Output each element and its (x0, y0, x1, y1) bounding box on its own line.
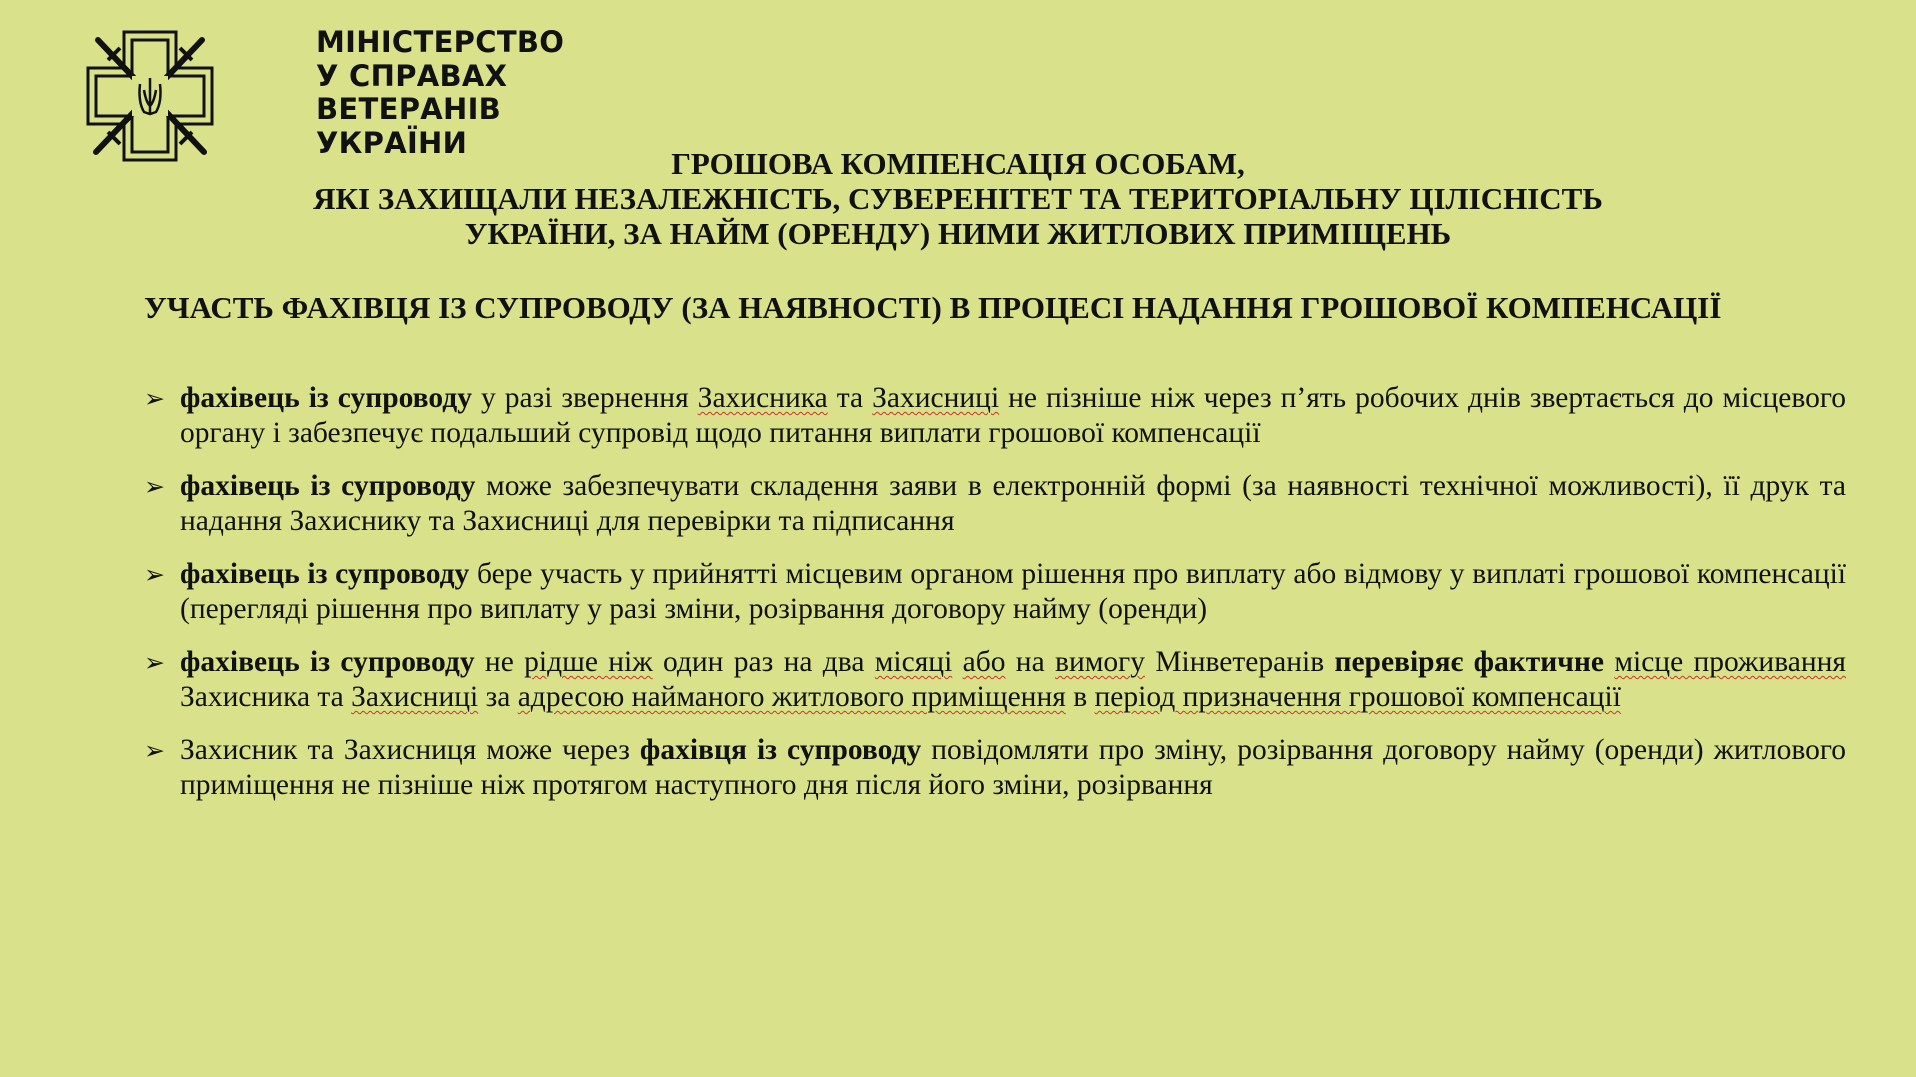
title-line: ГРОШОВА КОМПЕНСАЦІЯ ОСОБАМ, (671, 146, 1245, 181)
bullet-list (144, 381, 1846, 821)
item-text: за (478, 681, 518, 713)
ministry-name-line: МІНІСТЕРСТВО (316, 25, 565, 59)
item-bold: фахівець із супроводу (180, 382, 472, 414)
title-line: УКРАЇНИ, ЗА НАЙМ (ОРЕНДУ) НИМИ ЖИТЛОВИХ ПРИМІЩЕНЬ (464, 216, 1452, 251)
item-text (1604, 646, 1614, 678)
item-text-underlined: вимогу (1055, 646, 1145, 678)
item-text-underlined: або (962, 646, 1006, 678)
item-text-underlined: рідше ніж (524, 646, 653, 678)
item-text-underlined: Захисниці (872, 382, 1000, 414)
title-line: ЯКІ ЗАХИЩАЛИ НЕЗАЛЕЖНІСТЬ, СУВЕРЕНІТЕТ ТА ТЕРИТОРІАЛЬНУ ЦІЛІСНІСТЬ (313, 181, 1603, 216)
list-item (144, 557, 1846, 627)
item-text: може забезпечувати складення заяви в електронній формі (за наявності технічної можливості), її друк та надання Захиснику та Захисниці для перевірки та підписання (180, 470, 1846, 537)
item-text-underlined: Захисника (697, 382, 828, 414)
arrow-bullet-icon: ➢ (144, 384, 165, 413)
list-item (144, 645, 1846, 715)
list-item (144, 469, 1846, 539)
ministry-name-line: ВЕТЕРАНІВ (316, 92, 502, 126)
arrow-bullet-icon: ➢ (144, 472, 165, 501)
item-text-underlined: місце проживання (1614, 646, 1846, 678)
ministry-name (316, 26, 564, 160)
item-text: на (1005, 646, 1056, 678)
trident-cross-swords-icon (84, 28, 216, 164)
section-heading: УЧАСТЬ ФАХІВЦЯ ІЗ СУПРОВОДУ (ЗА НАЯВНОСТІ) В ПРОЦЕСІ НАДАННЯ ГРОШОВОЇ КОМПЕНСАЦІЇ (144, 290, 1722, 325)
item-text: Захисник та Захисниця може через (180, 734, 640, 766)
item-bold: перевіряє фактичне (1334, 646, 1604, 678)
list-item (144, 733, 1846, 803)
item-text-underlined: адресою найманого житлового приміщення (517, 681, 1066, 713)
item-text: в (1065, 681, 1095, 713)
item-text-underlined: місяці (874, 646, 953, 678)
arrow-bullet-icon: ➢ (144, 560, 165, 589)
item-bold: фахівець із супроводу (180, 558, 470, 590)
item-text: бере участь у прийнятті місцевим органом рішення про виплату або відмову у виплаті грошової компенсації (перегляді рішення про виплату у разі зміни, розірвання договору найму (оренди) (180, 558, 1846, 625)
item-text: один раз на два (652, 646, 875, 678)
ministry-name-line: У СПРАВАХ (316, 58, 508, 93)
item-bold: фахівець із супроводу (180, 646, 475, 678)
item-text: та (827, 382, 873, 414)
item-bold: фахівця із супроводу (639, 734, 922, 766)
item-text-underlined: період призначення грошової компенсації (1094, 681, 1621, 713)
ministry-logo (84, 25, 565, 164)
item-text (952, 646, 962, 678)
page-title (150, 146, 1766, 251)
item-text: не пізніше ніж через п’ять робочих днів звертається до місцевого органу і забезпечує подальший супровід щодо питання виплати грошової компенсації (180, 382, 1846, 449)
item-text: не (474, 646, 525, 678)
list-item (144, 381, 1846, 451)
item-text: у разі звернення (471, 382, 698, 414)
item-text-underlined: Захисниці (351, 681, 479, 713)
item-text: Мінветеранів (1145, 646, 1335, 678)
item-text: повідомляти про зміну, розірвання договору найму (оренди) житлового приміщення не пізніше ніж протягом наступного дня після його зміни, розірвання (180, 734, 1846, 801)
arrow-bullet-icon: ➢ (144, 648, 165, 677)
arrow-bullet-icon: ➢ (144, 736, 165, 765)
item-bold: фахівець із супроводу (180, 470, 476, 502)
item-text: Захисника та (180, 681, 352, 713)
ministry-name-line: УКРАЇНИ (316, 125, 468, 160)
